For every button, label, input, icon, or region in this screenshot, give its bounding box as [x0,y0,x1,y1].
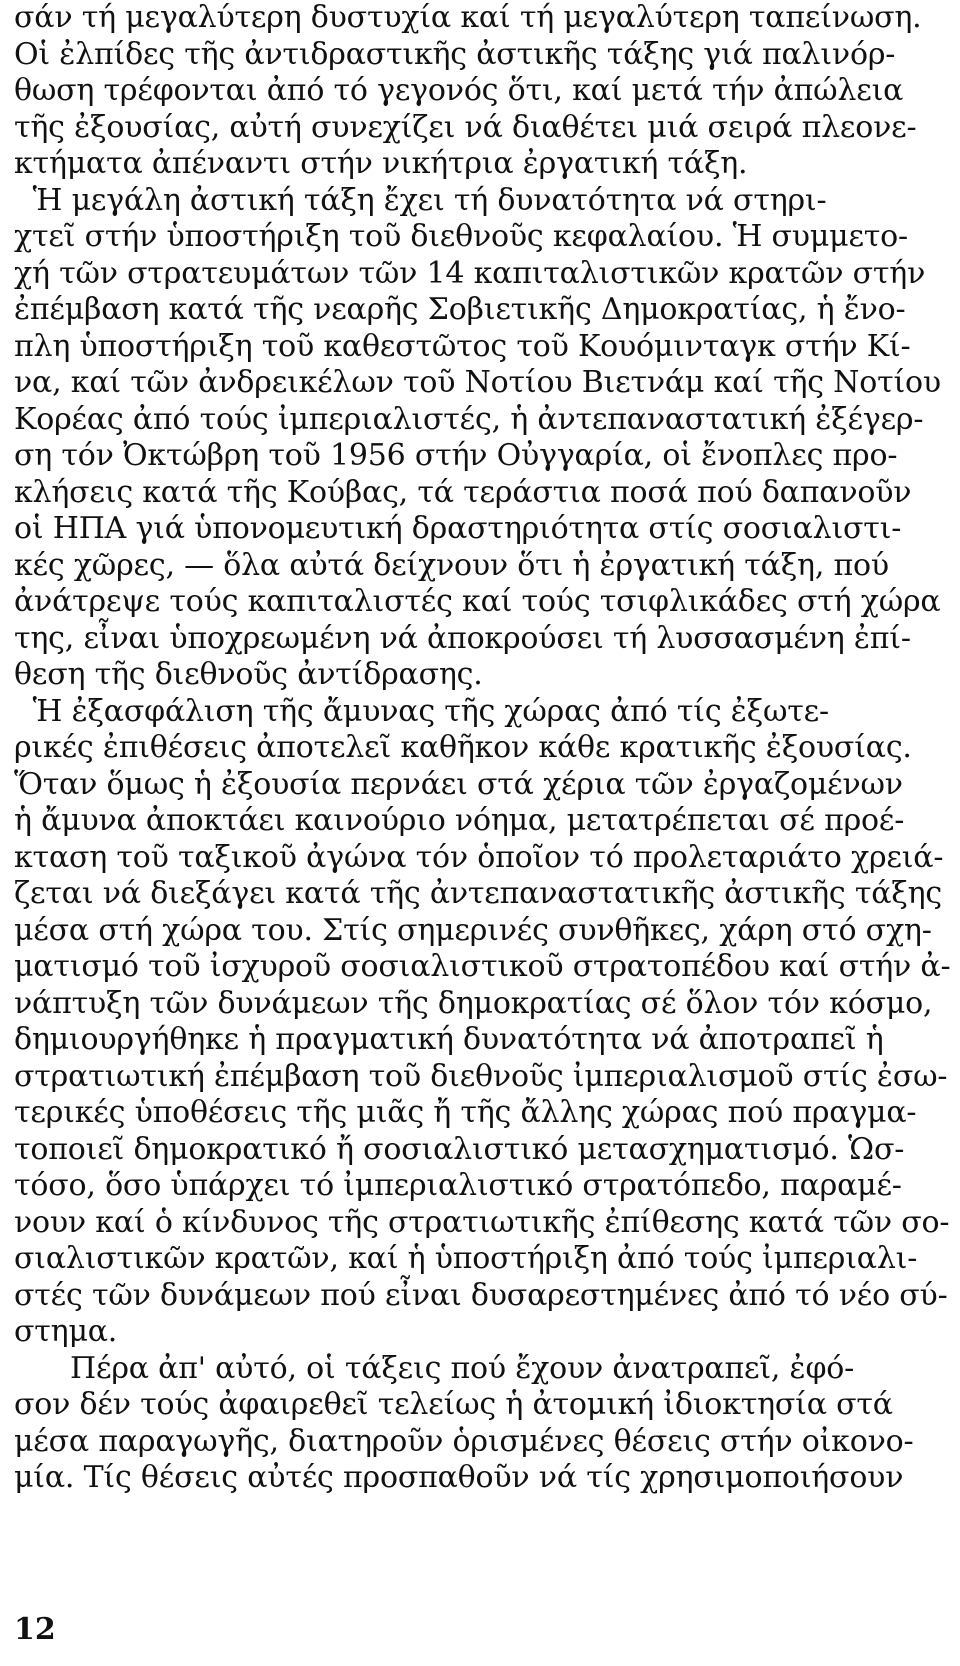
text-line: στρατιωτική ἐπέμβαση τοῦ διεθνοῦς ἰμπεριαλισμοῦ στίς ἐσω- [14,1058,948,1094]
text-line: ρικές ἐπιθέσεις ἀποτελεῖ καθῆκον κάθε κρατικῆς ἐξουσίας. [14,730,912,765]
text-line: ση τόν Ὀκτώβρη τοῦ 1956 στήν Οὐγγαρία, οἱ ἔνοπλες προ- [14,438,898,473]
body-text [14,0,951,1497]
text-line: δημιουργήθηκε ἡ πραγματική δυνατότητα νά ἀποτραπεῖ ἡ [14,1022,884,1057]
text-line: στημα. [14,1314,118,1349]
text-line: ζεται νά διεξάγει κατά τῆς ἀντεπαναστατικῆς ἀστικῆς τάξης [14,876,942,911]
text-line: να, καί τῶν ἀνδρεικέλων τοῦ Νοτίου Βιετνάμ καί τῆς Νοτίου [14,365,941,400]
text-line: σάν τή μεγαλύτερη δυστυχία καί τή μεγαλύτερη ταπείνωση. [14,0,922,35]
text-line: κτήματα ἀπέναντι στήν νικήτρια ἐργατική τάξη. [14,146,748,181]
text-line: μέσα παραγωγῆς, διατηροῦν ὁρισμένες θέσεις στήν οἰκονο- [14,1423,914,1459]
text-line: θεση τῆς διεθνοῦς ἀντίδρασης. [14,657,483,692]
text-line: τερικές ὑποθέσεις τῆς μιᾶς ἤ τῆς ἄλλης χώρας πού πραγμα- [14,1095,917,1130]
text-line: κταση τοῦ ταξικοῦ ἀγώνα τόν ὁποῖον τό προλεταριάτο χρειά- [14,839,944,875]
text-line: σιαλιστικῶν κρατῶν, καί ἡ ὑποστήριξη ἀπό τούς ἰμπεριαλι- [14,1241,918,1276]
text-line: Πέρα ἀπ' αὐτό, οἱ τάξεις πού ἔχουν ἀνατραπεῖ, ἐφό- [14,1350,855,1386]
text-line: ἐπέμβαση κατά τῆς νεαρῆς Σοβιετικῆς Δημοκρατίας, ἡ ἔνο- [14,292,906,327]
text-line: τόσο, ὅσο ὑπάρχει τό ἰμπεριαλιστικό στρατόπεδο, παραμέ- [14,1168,902,1203]
text-line: νάπτυξη τῶν δυνάμεων τῆς δημοκρατίας σέ ὅλον τόν κόσμο, [14,985,933,1021]
text-line: χτεῖ στήν ὑποστήριξη τοῦ διεθνοῦς κεφαλαίου. Ἡ συμμετο- [14,219,908,254]
text-line: Ἡ μεγάλη ἀστική τάξη ἔχει τή δυνατότητα νά στηρι- [14,182,827,218]
text-line: μία. Τίς θέσεις αὐτές προσπαθοῦν νά τίς χρησιμοποιήσουν [14,1460,904,1495]
text-line: τῆς ἐξουσίας, αὐτή συνεχίζει νά διαθέτει μιά σειρά πλεονε- [14,109,917,145]
text-line: χή τῶν στρατευμάτων τῶν 14 καπιταλιστικῶν κρατῶν στήν [14,255,926,291]
text-line: ἀνάτρεψε τούς καπιταλιστές καί τούς τσιφλικάδες στή χώρα [14,584,941,619]
text-line: Ὅταν ὅμως ἡ ἐξουσία περνάει στά χέρια τῶν ἐργαζομένων [14,766,903,802]
page-number: 12 [14,1612,56,1647]
text-line: πλη ὑποστήριξη τοῦ καθεστῶτος τοῦ Κουόμινταγκ στήν Κί- [14,328,911,364]
text-line: κλήσεις κατά τῆς Κούβας, τά τεράστια ποσά πού δαπανοῦν [14,474,912,510]
text-line: οἱ ΗΠΑ γιά ὑπονομευτική δραστηριότητα στίς σοσιαλιστι- [14,511,902,546]
text-line: Οἱ ἐλπίδες τῆς ἀντιδραστικῆς ἀστικῆς τάξης γιά παλινόρ- [14,36,896,72]
text-line: μέσα στή χώρα του. Στίς σημερινές συνθῆκες, χάρη στό σχη- [14,912,932,948]
text-line: στές τῶν δυνάμεων πού εἶναι δυσαρεστημένες ἀπό τό νέο σύ- [14,1277,948,1313]
text-line: Ἡ ἐξασφάλιση τῆς ἄμυνας τῆς χώρας ἀπό τίς ἐξωτε- [14,693,829,729]
text-line: θωση τρέφονται ἀπό τό γεγονός ὅτι, καί μετά τήν ἀπώλεια [14,73,904,108]
text-line: τοποιεῖ δημοκρατικό ἤ σοσιαλιστικό μετασχηματισμό. Ὡσ- [14,1131,905,1167]
text-line: κές χῶρες, — ὅλα αὐτά δείχνουν ὅτι ἡ ἐργατική τάξη, πού [14,547,889,583]
text-line: ματισμό τοῦ ἰσχυροῦ σοσιαλιστικοῦ στρατοπέδου καί στήν ἀ- [14,949,951,984]
text-line: της, εἶναι ὑποχρεωμένη νά ἀποκρούσει τή λυσσασμένη ἐπί- [14,620,911,656]
text-line: νουν καί ὁ κίνδυνος τῆς στρατιωτικῆς ἐπίθεσης κατά τῶν σο- [14,1204,950,1240]
text-line: ἡ ἄμυνα ἀποκτάει καινούριο νόημα, μετατρέπεται σέ προέ- [14,803,905,838]
text-line: σον δέν τούς ἀφαιρεθεῖ τελείως ἡ ἀτομική ἰδιοκτησία στά [14,1387,893,1422]
text-line: Κορέας ἀπό τούς ἰμπεριαλιστές, ἡ ἀντεπαναστατική ἐξέγερ- [14,401,924,437]
book-page [14,0,951,1666]
